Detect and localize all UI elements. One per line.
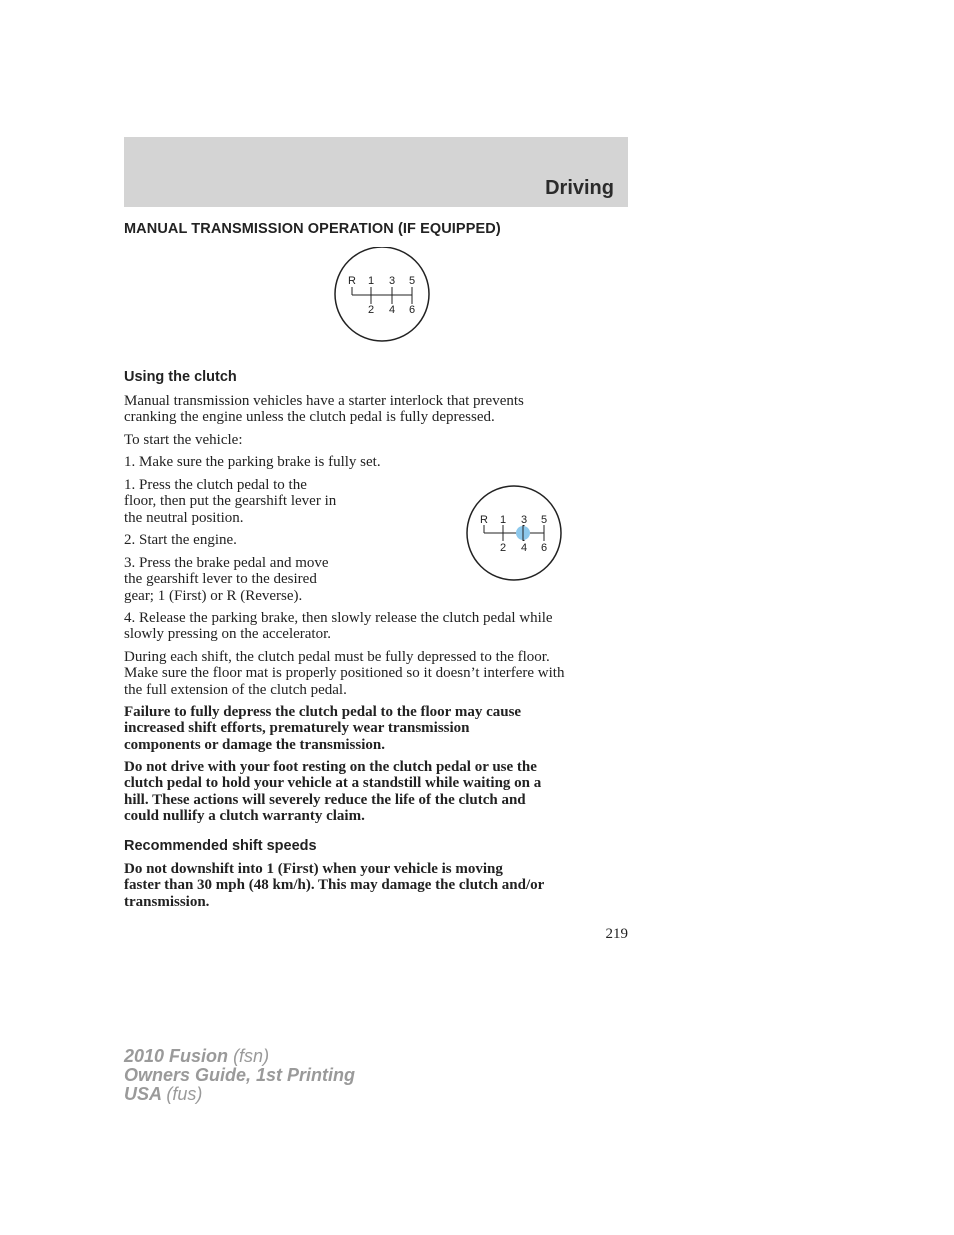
shift-pattern-diagram-neutral [465,484,563,582]
footer-region: USA [124,1084,162,1104]
step-start-engine: 2. Start the engine. [124,532,237,548]
gear-label-3: 3 [388,275,396,287]
section-title: Driving [545,177,614,199]
text-line: floor, then put the gearshift lever in [124,493,337,510]
diagram-circle [335,247,429,341]
warning-foot-resting [124,759,541,824]
text-line: Manual transmission vehicles have a starter interlock that prevents [124,393,524,409]
shift-paragraph [124,649,564,698]
text-line: increased shift efforts, prematurely wear transmission [124,720,470,737]
text-line: Failure to fully depress the clutch pedal to the floor may cause [124,704,522,720]
shift-pattern-diagram-top [333,247,431,345]
text-line: 3. Press the brake pedal and move [124,555,329,571]
step-parking-brake: 1. Make sure the parking brake is fully set. [124,454,381,470]
text-line: slowly pressing on the accelerator. [124,626,332,643]
text-line: could nullify a clutch warranty claim. [124,807,365,824]
footer-model: 2010 Fusion [124,1046,229,1066]
text-line: transmission. [124,893,210,910]
footer-line-2: Owners Guide, 1st Printing [124,1065,356,1085]
using-clutch-heading: Using the clutch [124,369,237,385]
intro-paragraph [124,393,524,426]
text-line: components or damage the transmission. [124,736,385,753]
gear-label-r: R [348,275,356,287]
gear-label-2: 2 [499,542,507,554]
step-clutch-pedal [124,477,336,526]
gear-label-6: 6 [408,304,416,316]
step-brake-pedal [124,555,329,604]
gear-label-6: 6 [540,542,548,554]
footer-model-code: (fsn) [233,1046,270,1066]
gear-label-5: 5 [408,275,416,287]
gear-label-1: 1 [367,275,375,287]
gear-label-2: 2 [367,304,375,316]
gear-label-r: R [480,514,488,526]
text-line: the gearshift lever to the desired [124,571,317,588]
step-release-brake [124,610,553,643]
warning-clutch-depress [124,704,521,753]
footer-imprint [124,1047,355,1104]
text-line: 4. Release the parking brake, then slowly release the clutch pedal while [124,610,553,626]
gear-label-4: 4 [520,542,528,554]
text-line: faster than 30 mph (48 km/h). This may damage the clutch and/or [124,877,545,894]
text-line: Do not downshift into 1 (First) when your vehicle is moving [124,861,503,877]
text-line: the neutral position. [124,509,244,526]
text-line: Do not drive with your foot resting on the clutch pedal or use the [124,759,537,775]
page-number: 219 [605,926,628,942]
main-heading: MANUAL TRANSMISSION OPERATION (IF EQUIPPED) [124,221,501,237]
text-line: During each shift, the clutch pedal must be fully depressed to the floor. [124,649,550,665]
to-start-text: To start the vehicle: [124,432,243,448]
text-line: gear; 1 (First) or R (Reverse). [124,587,303,604]
text-line: the full extension of the clutch pedal. [124,681,347,698]
text-line: hill. These actions will severely reduce the life of the clutch and [124,791,526,808]
footer-region-code: (fus) [166,1084,203,1104]
text-line: clutch pedal to hold your vehicle at a standstill while waiting on a [124,775,542,792]
gear-label-5: 5 [540,514,548,526]
footer-line-1 [124,1047,355,1066]
text-line: cranking the engine unless the clutch pedal is fully depressed. [124,409,495,426]
shift-speeds-heading: Recommended shift speeds [124,838,317,854]
header-band [124,137,628,207]
text-line: Make sure the floor mat is properly positioned so it doesn’t interfere with [124,665,565,682]
gear-label-4: 4 [388,304,396,316]
warning-downshift [124,861,544,910]
gear-label-3: 3 [520,514,528,526]
gear-label-1: 1 [499,514,507,526]
text-line: 1. Press the clutch pedal to the [124,477,307,493]
footer-line-3 [124,1085,355,1104]
